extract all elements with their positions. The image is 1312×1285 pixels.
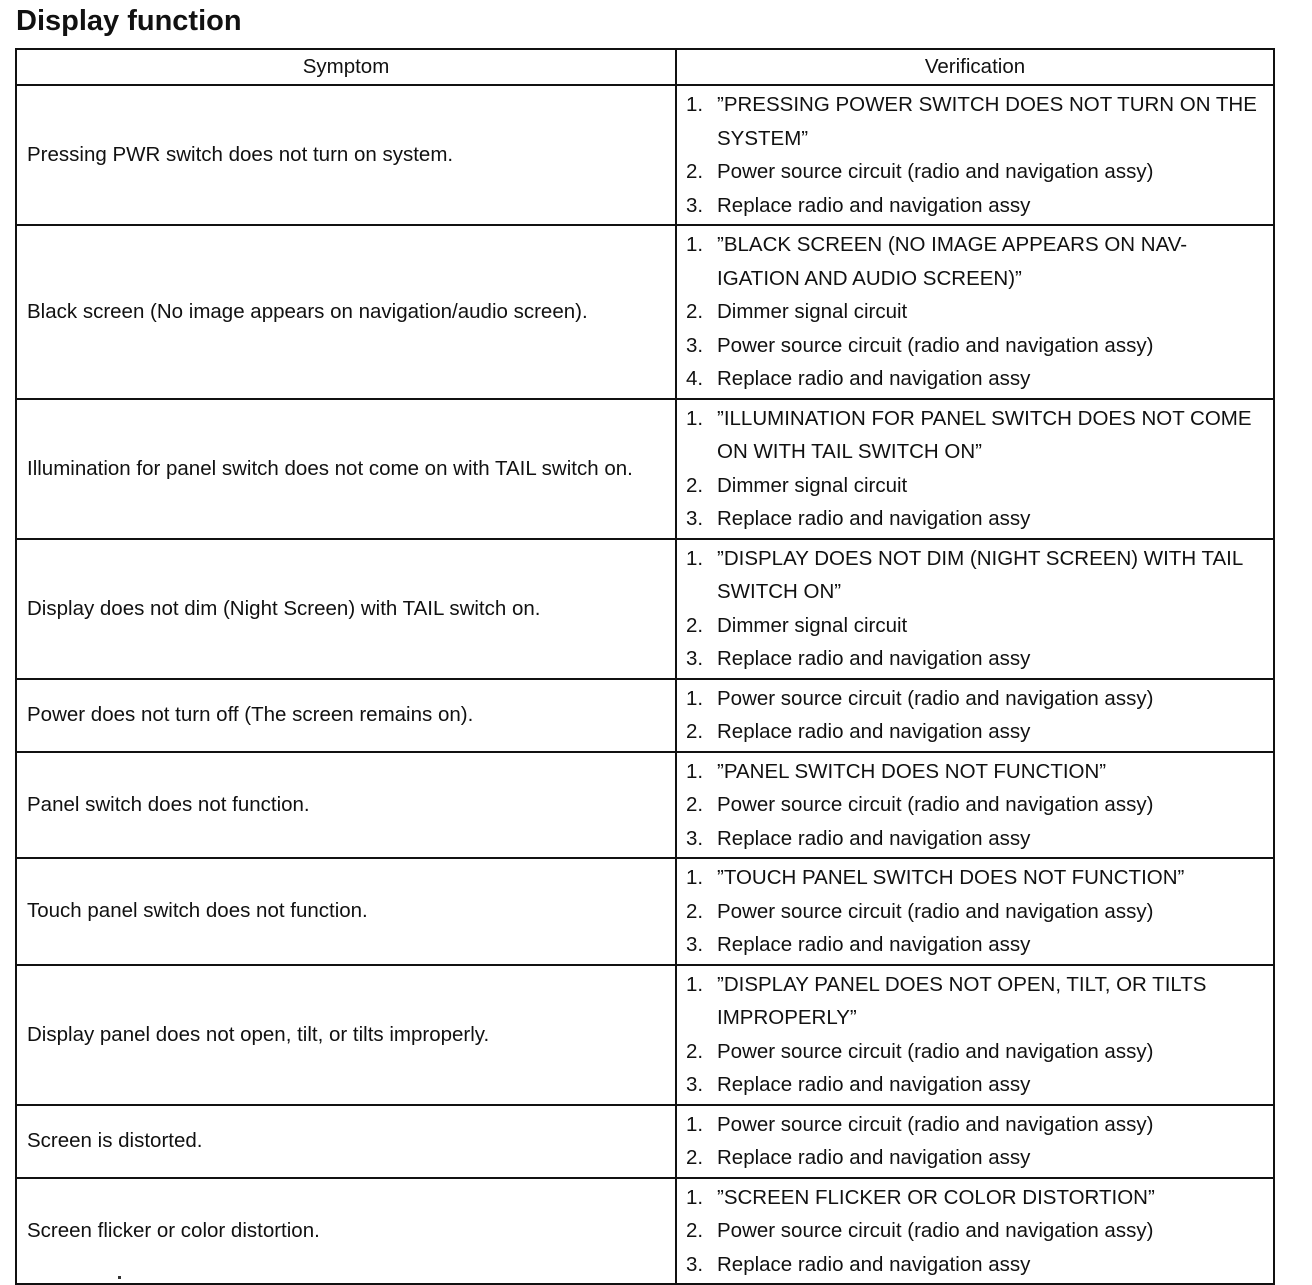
step-text: Replace radio and navigation assy (717, 1252, 1031, 1276)
step-number: 2. (686, 1039, 704, 1063)
step-number: 2. (686, 720, 704, 743)
step-text: Power source circuit (radio and navigation assy) (717, 1219, 1154, 1242)
step-text: Power source circuit (radio and navigation assy) (717, 1112, 1154, 1136)
verification-cell (676, 752, 1274, 859)
verification-cell (676, 225, 1274, 399)
step-text: Power source circuit (radio and navigation assy) (717, 793, 1154, 816)
step-text: ”PANEL SWITCH DOES NOT FUNCTION” (717, 759, 1107, 783)
verification-cell (676, 679, 1274, 752)
table-row (16, 1178, 1274, 1285)
step-number: 2. (686, 300, 704, 323)
step-text: ”BLACK SCREEN (NO IMAGE APPEARS ON NAV-IGATION AND AUDIO SCREEN)” (717, 233, 1188, 290)
step-number: 1. (686, 866, 704, 889)
verification-list (677, 861, 1265, 962)
step-number: 4. (686, 367, 704, 390)
verification-step (677, 502, 1265, 536)
verification-cell (676, 1178, 1274, 1285)
step-text: Power source circuit (radio and navigation assy) (717, 1039, 1154, 1063)
step-number: 1. (686, 972, 704, 996)
symptom-cell: Screen flicker or color distortion. (16, 1178, 676, 1285)
verification-step (677, 542, 1265, 609)
verification-step (677, 861, 1265, 895)
step-number: 3. (686, 193, 704, 217)
step-number: 3. (686, 507, 704, 530)
step-number: 3. (686, 933, 704, 956)
step-number: 1. (686, 759, 704, 783)
verification-cell (676, 399, 1274, 539)
step-number: 2. (686, 899, 704, 923)
verification-list (677, 542, 1265, 676)
symptom-cell: Display panel does not open, tilt, or tilts improperly. (16, 965, 676, 1105)
verification-step (677, 1141, 1265, 1175)
verification-list (677, 1108, 1265, 1175)
verification-cell (676, 965, 1274, 1105)
step-number: 2. (686, 473, 704, 497)
step-number: 2. (686, 1146, 704, 1169)
symptom-cell: Pressing PWR switch does not turn on system. (16, 85, 676, 225)
step-number: 1. (686, 233, 704, 256)
verification-step (677, 1181, 1265, 1215)
page-title: Display function (16, 5, 242, 37)
verification-step (677, 362, 1265, 396)
column-header-verification: Verification (676, 49, 1274, 85)
symptom-verification-table (15, 48, 1275, 1285)
step-text: Replace radio and navigation assy (717, 193, 1031, 217)
step-number: 1. (686, 686, 704, 710)
table-row (16, 679, 1274, 752)
verification-step (677, 642, 1265, 676)
column-header-symptom: Symptom (16, 49, 676, 85)
table-header-row (16, 49, 1274, 85)
step-number: 3. (686, 1252, 704, 1276)
table-row (16, 752, 1274, 859)
verification-cell (676, 1105, 1274, 1178)
step-number: 1. (686, 1112, 704, 1136)
verification-step (677, 228, 1265, 295)
verification-list (677, 402, 1265, 536)
verification-step (677, 1248, 1265, 1282)
verification-step (677, 968, 1265, 1035)
step-text: Power source circuit (radio and navigation assy) (717, 686, 1154, 710)
symptom-cell: Black screen (No image appears on navigation/audio screen). (16, 225, 676, 399)
verification-step (677, 895, 1265, 929)
step-text: Replace radio and navigation assy (717, 720, 1031, 743)
verification-step (677, 609, 1265, 643)
verification-list (677, 1181, 1265, 1282)
step-text: ”TOUCH PANEL SWITCH DOES NOT FUNCTION” (717, 866, 1185, 889)
table-row (16, 539, 1274, 679)
table-row (16, 1105, 1274, 1178)
step-text: Power source circuit (radio and navigation assy) (717, 160, 1154, 183)
verification-list (677, 755, 1265, 856)
symptom-cell: Power does not turn off (The screen remains on). (16, 679, 676, 752)
verification-step (677, 155, 1265, 189)
verification-step (677, 88, 1265, 155)
step-number: 3. (686, 647, 704, 670)
table-row (16, 858, 1274, 965)
step-text: ”ILLUMINATION FOR PANEL SWITCH DOES NOT COME ON WITH TAIL SWITCH ON” (717, 406, 1252, 463)
table-row (16, 225, 1274, 399)
verification-step (677, 402, 1265, 469)
verification-cell (676, 539, 1274, 679)
step-text: ”PRESSING POWER SWITCH DOES NOT TURN ON THE SYSTEM” (717, 93, 1257, 150)
symptom-cell: Illumination for panel switch does not come on with TAIL switch on. (16, 399, 676, 539)
verification-list (677, 228, 1265, 396)
verification-cell (676, 858, 1274, 965)
verification-cell (676, 85, 1274, 225)
table-body (16, 85, 1274, 1284)
step-text: Replace radio and navigation assy (717, 507, 1031, 530)
step-number: 1. (686, 546, 704, 570)
verification-step (677, 928, 1265, 962)
step-text: Power source circuit (radio and navigation assy) (717, 333, 1154, 357)
symptom-cell: Touch panel switch does not function. (16, 858, 676, 965)
step-number: 3. (686, 1073, 704, 1096)
symptom-cell: Screen is distorted. (16, 1105, 676, 1178)
footer-mark (118, 1276, 121, 1279)
verification-step (677, 1214, 1265, 1248)
step-text: ”SCREEN FLICKER OR COLOR DISTORTION” (717, 1185, 1155, 1209)
step-number: 2. (686, 793, 704, 816)
symptom-cell: Panel switch does not function. (16, 752, 676, 859)
verification-list (677, 88, 1265, 222)
verification-step (677, 715, 1265, 749)
verification-step (677, 469, 1265, 503)
step-number: 1. (686, 93, 704, 116)
step-text: Replace radio and navigation assy (717, 367, 1031, 390)
verification-step (677, 822, 1265, 856)
step-text: Power source circuit (radio and navigation assy) (717, 899, 1154, 923)
step-text: Dimmer signal circuit (717, 300, 908, 323)
step-number: 2. (686, 1219, 704, 1242)
step-text: ”DISPLAY DOES NOT DIM (NIGHT SCREEN) WITH TAIL SWITCH ON” (717, 546, 1243, 603)
verification-step (677, 295, 1265, 329)
step-number: 3. (686, 333, 704, 357)
step-text: Replace radio and navigation assy (717, 1146, 1031, 1169)
step-text: Replace radio and navigation assy (717, 1073, 1031, 1096)
verification-step (677, 1108, 1265, 1142)
symptom-cell: Display does not dim (Night Screen) with TAIL switch on. (16, 539, 676, 679)
verification-step (677, 329, 1265, 363)
verification-step (677, 1035, 1265, 1069)
verification-step (677, 682, 1265, 716)
step-text: Replace radio and navigation assy (717, 826, 1031, 850)
table-row (16, 965, 1274, 1105)
verification-step (677, 189, 1265, 223)
step-number: 2. (686, 613, 704, 637)
step-text: Dimmer signal circuit (717, 613, 908, 637)
step-number: 1. (686, 1185, 704, 1209)
step-text: Replace radio and navigation assy (717, 647, 1031, 670)
step-number: 3. (686, 826, 704, 850)
table-row (16, 399, 1274, 539)
step-number: 2. (686, 160, 704, 183)
verification-list (677, 968, 1265, 1102)
verification-list (677, 682, 1265, 749)
step-text: Dimmer signal circuit (717, 473, 908, 497)
verification-step (677, 755, 1265, 789)
step-number: 1. (686, 406, 704, 430)
verification-step (677, 1068, 1265, 1102)
table-row (16, 85, 1274, 225)
step-text: ”DISPLAY PANEL DOES NOT OPEN, TILT, OR TILTS IMPROPERLY” (717, 972, 1207, 1029)
verification-step (677, 788, 1265, 822)
step-text: Replace radio and navigation assy (717, 933, 1031, 956)
